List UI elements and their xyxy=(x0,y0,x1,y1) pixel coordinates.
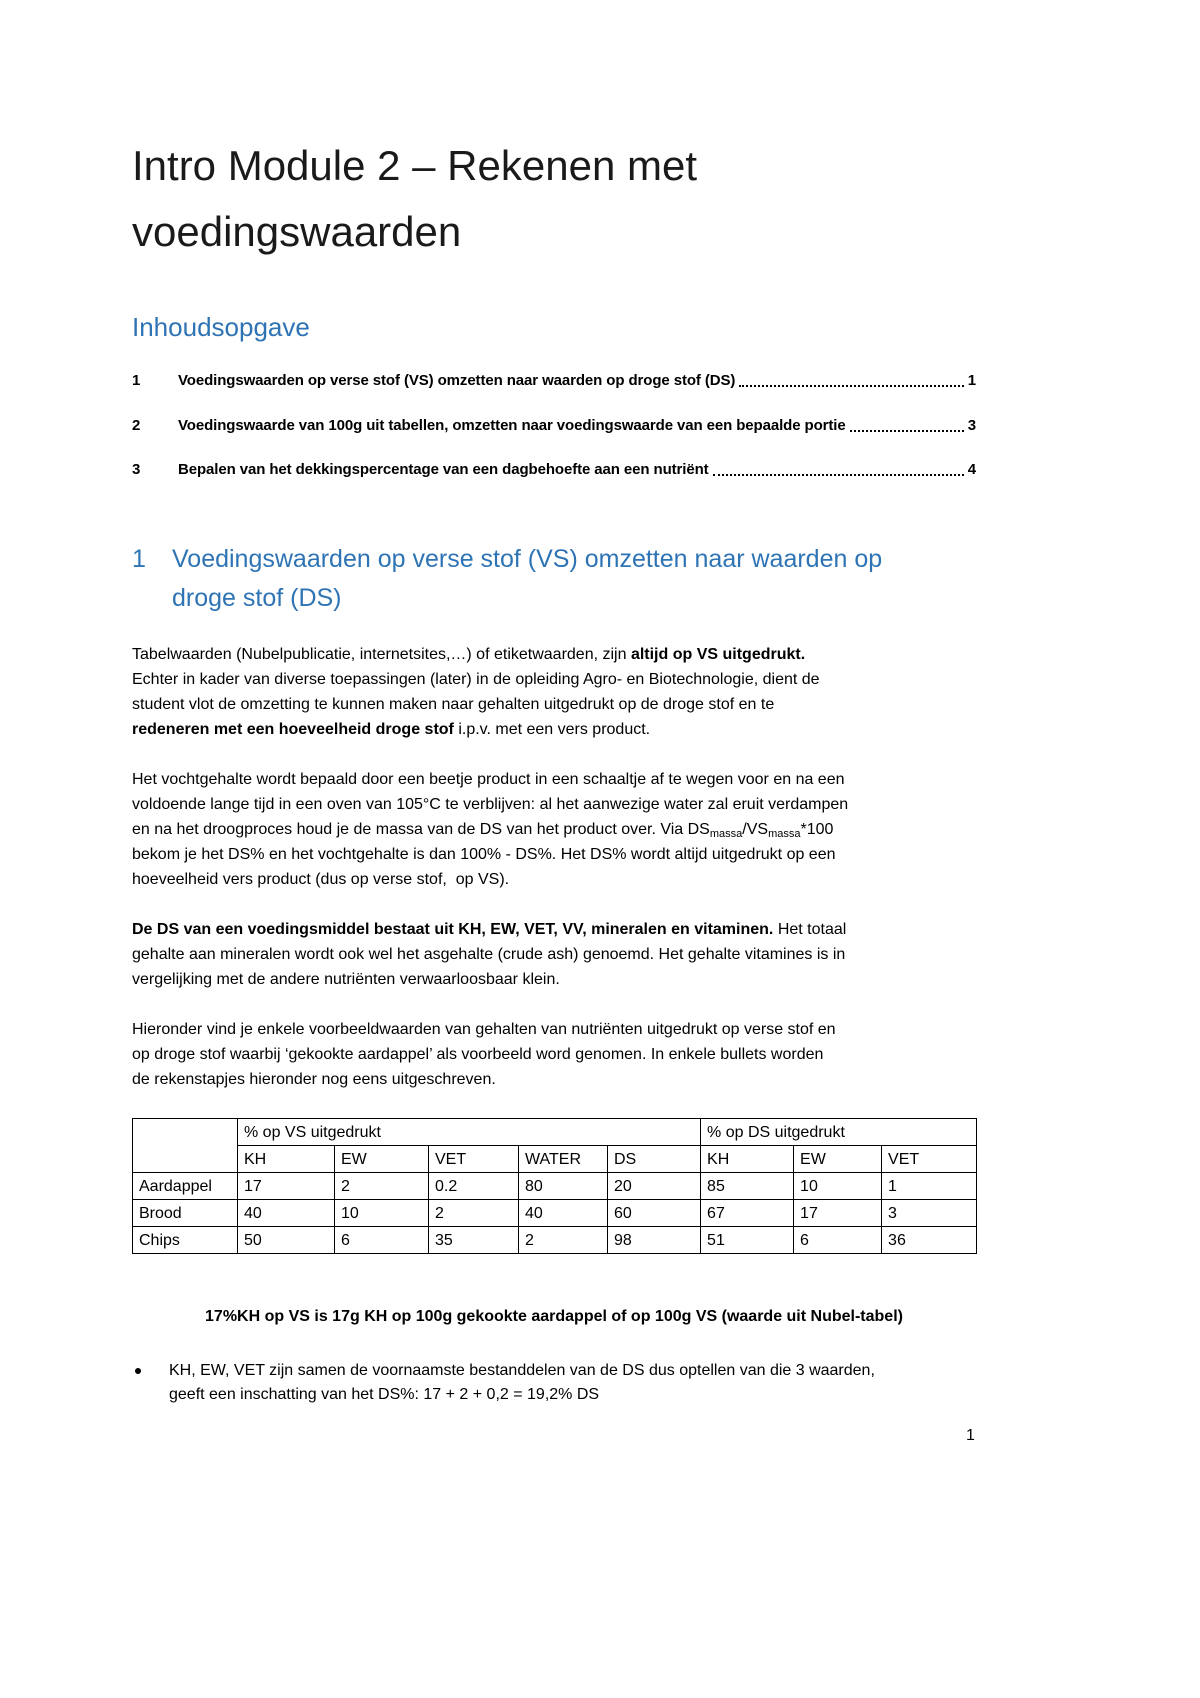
text-line xyxy=(132,642,976,667)
toc-entry-2[interactable] xyxy=(132,414,976,438)
table-cell: 1 xyxy=(882,1173,977,1200)
text-line xyxy=(132,942,976,967)
text-line xyxy=(132,1042,976,1067)
table-cell: 17 xyxy=(238,1173,335,1200)
text-line xyxy=(132,1067,976,1092)
text-line xyxy=(132,967,976,992)
text-segment: op droge stof waarbij ‘gekookte aardappel’ als voorbeeld word genomen. In enkele bullets worden xyxy=(132,1046,824,1063)
table-cell: 51 xyxy=(701,1227,794,1254)
table-column-header: KH xyxy=(238,1146,335,1173)
text-segment: Hieronder vind je enkele voorbeeldwaarden van gehalten van nutriënten uitgedrukt op verse stof en xyxy=(132,1021,836,1038)
toc-entry-title: Voedingswaarden op verse stof (VS) omzetten naar waarden op droge stof (DS) xyxy=(178,372,736,389)
paragraph-dry-matter-composition xyxy=(132,917,976,992)
table-cell: 2 xyxy=(429,1200,519,1227)
table-cell: 10 xyxy=(794,1173,882,1200)
text-line xyxy=(132,767,976,792)
text-segment: Het vochtgehalte wordt bepaald door een beetje product in een schaaltje af te wegen voor en na een xyxy=(132,771,845,788)
document-title xyxy=(132,133,697,265)
table-column-header-row xyxy=(133,1146,977,1173)
table-cell: 2 xyxy=(519,1227,608,1254)
text-line xyxy=(132,692,976,717)
bullet-text xyxy=(169,1359,875,1407)
paragraph-measurement-basis xyxy=(132,642,976,742)
page-number: 1 xyxy=(966,1427,975,1444)
document-title-line: voedingswaarden xyxy=(132,208,462,255)
section-title-line: Voedingswaarden op verse stof (VS) omzetten naar waarden op xyxy=(172,545,883,573)
text-segment: gehalte aan mineralen wordt ook wel het asgehalte (crude ash) genoemd. Het gehalte vitamines is in xyxy=(132,946,846,963)
table-cell: 50 xyxy=(238,1227,335,1254)
document-title-line: Intro Module 2 – Rekenen met xyxy=(132,142,697,189)
table-group-header-vs: % op VS uitgedrukt xyxy=(238,1119,701,1146)
bold-text-segment: De DS van een voedingsmiddel bestaat uit KH, EW, VET, VV, mineralen en vitaminen. xyxy=(132,921,774,938)
table-group-header-row xyxy=(133,1119,977,1146)
table-cell: 85 xyxy=(701,1173,794,1200)
text-segment: Het totaal xyxy=(773,921,847,938)
text-segment: i.p.v. met een vers product. xyxy=(453,721,651,738)
text-segment: vergelijking met de andere nutriënten verwaarloosbaar klein. xyxy=(132,971,560,988)
text-line xyxy=(132,717,976,742)
subscript-massa: massa xyxy=(768,828,801,840)
section-title xyxy=(172,540,976,618)
text-line xyxy=(132,1017,976,1042)
table-column-header: EW xyxy=(335,1146,429,1173)
table-cell: 3 xyxy=(882,1200,977,1227)
text-line xyxy=(132,842,976,867)
section-number: 1 xyxy=(132,545,146,573)
table-cell: 2 xyxy=(335,1173,429,1200)
table-cell: 17 xyxy=(794,1200,882,1227)
text-segment: bekom je het DS% en het vochtgehalte is dan 100% - DS%. Het DS% wordt altijd uitgedrukt op een xyxy=(132,846,836,863)
table-column-header: VET xyxy=(882,1146,977,1173)
table-row-label: Chips xyxy=(133,1227,238,1254)
paragraph-moisture-content xyxy=(132,767,976,892)
table-cell: 10 xyxy=(335,1200,429,1227)
text-line xyxy=(132,667,976,692)
table-row xyxy=(133,1200,977,1227)
text-segment: student vlot de omzetting te kunnen maken naar gehalten uitgedrukt op de droge stof en te xyxy=(132,696,775,713)
table-cell: 40 xyxy=(519,1200,608,1227)
table-of-contents xyxy=(132,369,976,503)
bullet-text-line: geeft een inschatting van het DS%: 17 + 2 + 0,2 = 19,2% DS xyxy=(169,1386,600,1403)
table-row-label: Brood xyxy=(133,1200,238,1227)
table-cell: 6 xyxy=(794,1227,882,1254)
toc-dot-leader xyxy=(850,430,964,432)
nutrient-values-table xyxy=(132,1118,977,1254)
subscript-massa: massa xyxy=(709,828,743,840)
table-cell: 36 xyxy=(882,1227,977,1254)
text-line xyxy=(132,792,976,817)
text-line xyxy=(132,817,976,842)
text-segment: de rekenstapjes hieronder nog eens uitgeschreven. xyxy=(132,1071,496,1088)
toc-entry-number: 3 xyxy=(132,461,141,478)
toc-entry-page: 1 xyxy=(967,372,976,389)
table-cell: 35 xyxy=(429,1227,519,1254)
toc-entry-number: 2 xyxy=(132,416,141,434)
toc-heading: Inhoudsopgave xyxy=(132,312,310,342)
table-cell: 98 xyxy=(608,1227,701,1254)
table-cell: 6 xyxy=(335,1227,429,1254)
table-cell: 80 xyxy=(519,1173,608,1200)
text-segment: en na het droogproces houd je de massa van de DS van het product over. Via DS xyxy=(132,821,710,838)
table-column-header: VET xyxy=(429,1146,519,1173)
table-cell: 40 xyxy=(238,1200,335,1227)
table-column-header: EW xyxy=(794,1146,882,1173)
table-group-header-ds: % op DS uitgedrukt xyxy=(701,1119,977,1146)
table-column-header: DS xyxy=(608,1146,701,1173)
toc-entry-page: 3 xyxy=(967,416,976,434)
table-column-header: WATER xyxy=(519,1146,608,1173)
text-segment: /VS xyxy=(742,821,769,838)
table-column-header: KH xyxy=(701,1146,794,1173)
text-segment: hoeveelheid vers product (dus op verse stof, op VS). xyxy=(132,871,510,888)
bold-text-segment: redeneren met een hoeveelheid droge stof xyxy=(132,721,454,738)
section-1-heading xyxy=(132,540,976,618)
section-title-line: droge stof (DS) xyxy=(172,584,342,612)
example-statement: 17%KH op VS is 17g KH op 100g gekookte aardappel of op 100g VS (waarde uit Nubel-tabel) xyxy=(205,1308,903,1325)
text-segment: Tabelwaarden (Nubelpublicatie, internetsites,…) of etiketwaarden, zijn xyxy=(132,646,631,663)
toc-entry-number: 1 xyxy=(132,372,141,389)
table-cell: 60 xyxy=(608,1200,701,1227)
table-cell: 67 xyxy=(701,1200,794,1227)
table-row-label: Aardappel xyxy=(133,1173,238,1200)
table-cell: 20 xyxy=(608,1173,701,1200)
toc-entry-page: 4 xyxy=(967,461,976,478)
bullet-text-line: KH, EW, VET zijn samen de voornaamste bestanddelen van de DS dus optellen van die 3 waarden, xyxy=(169,1362,875,1379)
text-line xyxy=(132,917,976,942)
list-item xyxy=(132,1359,976,1407)
paragraph-example-intro xyxy=(132,1017,976,1092)
toc-entry-1[interactable] xyxy=(132,369,976,393)
section-1-body xyxy=(132,642,976,1117)
table-row xyxy=(133,1173,977,1200)
text-segment: voldoende lange tijd in een oven van 105°C te verblijven: al het aanwezige water zal eruit verdampen xyxy=(132,796,849,813)
bullet-list xyxy=(132,1359,976,1407)
bold-text-segment: altijd op VS uitgedrukt. xyxy=(630,646,806,663)
table-cell: 0.2 xyxy=(429,1173,519,1200)
table-row xyxy=(133,1227,977,1254)
text-segment: *100 xyxy=(800,821,834,838)
toc-entry-title: Voedingswaarde van 100g uit tabellen, omzetten naar voedingswaarde van een bepaalde portie xyxy=(178,416,846,434)
toc-entry-title: Bepalen van het dekkingspercentage van een dagbehoefte aan een nutriënt xyxy=(178,461,709,478)
toc-entry-3[interactable] xyxy=(132,458,976,482)
toc-dot-leader xyxy=(713,474,964,476)
table-corner-cell xyxy=(133,1119,238,1173)
toc-dot-leader xyxy=(739,385,963,387)
text-line xyxy=(132,867,976,892)
bullet-marker-icon xyxy=(135,1368,141,1374)
text-segment: Echter in kader van diverse toepassingen (later) in de opleiding Agro- en Biotechnologie, dient de xyxy=(132,671,820,688)
